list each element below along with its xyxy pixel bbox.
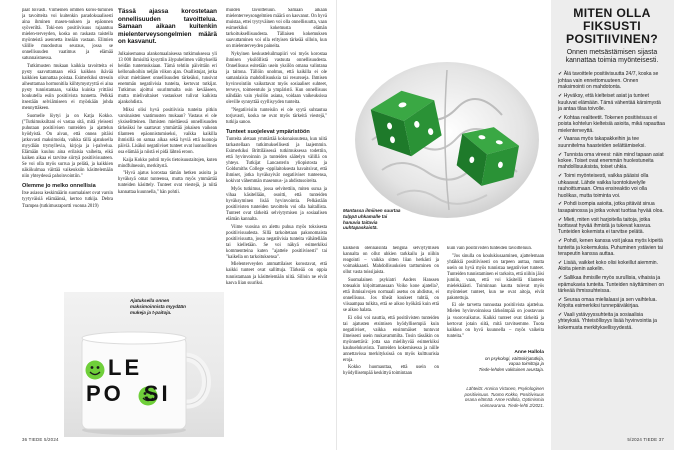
paragraph: kaikkein olennaisinta henginä selviytymisen kannalta on ollut uhkien tarkkailu ja niihin reagointi – vaikka sitten liian herkästi ja voimakkaasti. Mahdollisuuksien tarttuminen on ollut vasta toissijaista. <box>343 246 439 276</box>
list-item: ✓ Seuraa omaa mielialaasi ja sen vaihtelua. Kirjoita esimerkiksi tunnepäiväkirjaa. <box>558 296 657 310</box>
tips-list <box>558 71 666 331</box>
list-item: ✓ Hyväksy, että kielteiset asiat ja tunteet kuuluvat elämään. Tämä vähentää kärsimystä ja antaa tilaa toivolle. <box>558 93 661 112</box>
sidebar-title: MITEN OLLA FIKSUSTI POSITIIVINEN? <box>566 6 658 46</box>
author-bio-line: on psykologi, väitöskirjatutkija, <box>484 355 544 361</box>
check-icon: ✓ <box>558 136 563 143</box>
sources-line: voimavarana. Tiede-lehti 2/2021. <box>480 402 544 408</box>
tips-sidebar <box>551 0 674 450</box>
author-bio-line: Tiede-lehden vakituinen avustaja. <box>478 366 544 372</box>
check-icon: ✓ <box>558 173 563 180</box>
right-page <box>337 0 551 450</box>
check-icon: ✓ <box>558 114 563 121</box>
list-item: ✓ Sallikaa ihmisille myös surullisia, vihaisia ja epämukavia tunteita. Tunteiden näyttäminen on tärkeää ihmissuhteissa. <box>558 275 665 294</box>
author-bio-line: vapaa toimittaja ja <box>508 361 544 367</box>
list-item: ✓ Mieti, miten voit harjoitella taitoja, jotka tuottavat hyvää ihmistä ja tukevat kasvua. Tunteiden kokemista ei tarvitse pelätä. <box>558 216 652 236</box>
paragraph: Suomalainen psykiatri Anders Hanssen toteaakin kirjoittamassaan Voiko kone ajatella?, että ihmisaivojen normaali asetus on ahdistus, ei onnellisuus. Jos tiheät koukeet tuhtiä, on viisaampaa tulkita, että se aikoo hyökätä kuin että se aikoo halata. <box>343 277 439 313</box>
section-heading: Olemme jo melko onnellisia <box>22 183 96 190</box>
mug-photo <box>64 292 224 437</box>
paragraph: Julkaisemansa alankomaalaisessa tutkimuksessa yli 13 000 ihmisiltä kysyttiin älypuhelimen välityksellä heidän tuntemuksiaan. Tämä tehtiin päivittäin eri kellonaikoihin neljän viikon ajan. Osallistujat, jotka olivat mieltäneet onnellisuuden tärkeäksi, tunsivat enemmän negatiivisia tunteita, kertovat tutkijat. Tutkimus ajoittui suurimmalta osin kevääseen, mutta mielivaltaiset vastaukset tulivat kaikista ajankohdista. <box>118 51 217 106</box>
photo-caption: Ajatuksella onnen maksimoinnista myydään mukeja ja t-paitoja. <box>130 298 186 315</box>
paragraph: Kaija Kokko pohtii myös tietoisuustaitojen, kuten mindfulnessin, merkitystä. <box>118 157 217 169</box>
list-item: ✓ Vaali ystävyyssuhteita ja sosiaalisia yhteyksiä. Yhteisöllisyys lisää hyvinvointia ja kokemusta merkityksellisyydestä. <box>558 311 657 331</box>
check-icon: ✓ <box>558 93 563 100</box>
check-icon: ✓ <box>558 296 563 303</box>
paragraph: kuin vain positiivisten tunteiden tavoitteluun. <box>447 246 533 251</box>
section-heading: Tunteet suojelevat ympäristöön <box>226 128 310 135</box>
author-credit <box>447 350 544 372</box>
sources <box>447 386 544 408</box>
list-item: ✓ Pohdi, kenen kanssa voit jakaa myös kipeitä tunteita ja kokemuksia. Puhuminen ystävien tai terapeutin kanssa auttaa. <box>558 238 663 258</box>
mug-text-line2: PO SI <box>86 381 171 406</box>
check-icon: ✓ <box>558 216 563 223</box>
list-item: ✓ Älä tavoittele positiivisuutta 24/7, koska se johtaa vain ennettomuuteen. Onnen maksimointi on mahdotonta. <box>558 71 659 91</box>
check-icon: ✓ <box>558 311 563 318</box>
paragraph: Tutkimusten mukaan kaikkia tavoitteita ei pysty saavuttamaan eikä kaikkea ikävää kaikkien kannattaa poistaa. Esimerkiksi stressin aiheuttamaa hormonitila kiihtymystyyttä ei aina pysty tunnistamaan, vaikka kuinka yrittäisi houkutella esiin positiivista tunnetta. Pelkkä itsestään selviämiseen ei myöskään johda mennyttäkeen. <box>22 63 113 112</box>
list-item: ✓ Pohdi isompia asioita, jotka pitävät sinua tasapainossa ja jotka voivat tuottaa hyvää oloa. <box>558 201 664 214</box>
right-column-2 <box>447 246 544 338</box>
list-item: ✓ Toimi myönteisesti, vaikka pääsisi olla uhkaavat. Lähde vaikka luontokävelylle rauhoittumaan. Oma ensireaktio voi olla huolikas, mutta toiminta voi. <box>558 173 649 199</box>
paragraph: Ei olisi voi nauttia, että positiivisten tunteiden tai ajatusten etsimisen hyödyllisempiä kuin negatiiviset, vaikka ensimmäiset tuntuvat ilmeisesti usein mukavammilta. Tosin tässäkin on myönnettävä: jotta saa mielihyvää esimerkiksi kauhuelokuvista. Tunteiden kokemisessa ja niille annettavissa merkityksissä on myös kulttuurisia eroja. <box>343 315 439 363</box>
mug-text-line1: LE <box>108 355 143 380</box>
check-icon: ✓ <box>558 238 563 245</box>
check-icon: ✓ <box>558 201 563 208</box>
check-icon: ✓ <box>558 275 563 282</box>
left-column-2 <box>118 8 217 308</box>
list-item: ✓ Lisää, vaikket koko olisi kokeillut aiemmin. Aloita pienin askelin. <box>558 259 658 273</box>
mug-illustration <box>64 292 224 437</box>
list-item: ✓ Tunnista oma vireesi: näin mind tapaan asiat kokee. Toiset ovat enemmän huolestuneita mahdollisuuksista, toiset uhkia. <box>558 151 664 171</box>
paragraph: "Hyvä ajatus korostaa tämän hetken asioita ja hyväksyä omat tunteensa, mutta myös ymmärtää tunteiden käsittely. Tunteet ovat viestejä, ja niitä kannattaa kuunnella," hän pohtii. <box>118 171 217 195</box>
sources-line: positiivisuus. Tuomo Kokko, Positiivisuus <box>464 391 544 397</box>
paragraph: Ei ole tarvetta tunnustaa positiivista ajattelua. Mielen hyvinvoinnissa tärkeämpää on joustavuus ja vuorovaikutus. Kaikki tunteet ovat tärkeitä ja kertovat jotain siitä, mitä tarvitsemme. Tuota kaikkea on hyvä kuunnella – myös vaikeita tunteita." <box>447 303 544 338</box>
paragraph: Nykyinen keskusteluilmapiiri voi myös korostaa ihmisen yksilöllistä vastuuta onnellisuudesta. Onnellisuus esitetään usein yksilön omana valintana ja taitona. Tällöin unohtuu, että kaikilla ei ole samanlaisia mahdollisuuksia tai resursseja. Ihmisen hyvinvointiin vaikuttavat myös sosiaaliset suhteet, terveys, toimeentulo ja ympäristö. Kun onnellisuus nähdään vain yksilön asiana, voidaan vaikeuksissa oleville synnyttää syyllisyyden tunteita. <box>226 51 327 106</box>
paragraph: Miksi olisi hyvä positiivisia tunteita pitkin varsinaisten vaatimusten mukaan? Vastaus ei ole yksiselitteinen. Ihmisten mieltäessä onnellisuuden tärkeäksi he saattavat ymmärtää jokaisen vaikean tilanteen epäonnistumiseksi, vaikka kaikilla ihmisillä on samaa aikaa sekä hyviä että huonoja päiviä. Lisäksi negatiiviset tunteet ovat luonnollinen osa elämää ja niistä ei pidä lähteä eroon. <box>118 107 217 156</box>
list-item: ✓ Kohtaa realiteetit. Tokenen positiivisuus ei poista kohtelun kielteisiä asioita, mikä rapauttaa mielenterveyttä. <box>558 114 665 134</box>
left-column-3 <box>226 8 327 440</box>
paragraph: muiden tavoitteluun. Samaan aikaan mielenterveysongelmien määrä on kasvanut. On hyvä muistaa, ettei tyytyväinen voi olla onnellisuutta, vaan esimerkiksi kokemusta elämän tarkoituksellisuudesta. Tällaisen kokemuksen saavuttaminen voi olla erityisen tärkeää silloin, kun on mielenterveyden paineita. <box>226 8 327 50</box>
brain-dice-illustration <box>337 0 551 240</box>
sources-line: Lähteitä: Annina Virtanen, Psykologinen <box>466 386 544 391</box>
brain-dice-photo <box>337 0 551 240</box>
pull-quote: Tässä ajassa korostetaan onnellisuuden tavoittelua. Samaan aikaan kuitenkin mielenterveysongelmien määrä on kasvanut. <box>118 8 217 46</box>
paragraph: Tunteita aletaan ymmärtää kokonaisuutena, kun niitä tarkastellaan tutkimuksellisesti ja laajemmin. Esimerkiksi Brittiläisessä tutkimuksessa todettiin, että hyvinvoinnin ja tunteiden säätelyn välillä on yhteys. Tutkijat Lancasterin yliopistosta ja Goldsmiths College -oppilaitoksesta havaitsivat, että ihmiset, jotka hyväksyivät negatiiviset tunteensa, kokivat vähemmän masennus- ja ahdistusoireita. <box>226 136 327 185</box>
paragraph: Kokko huomauttaa, että usein on hyödyllisempää keskittyä toimintaan <box>343 365 439 377</box>
paragraph: Mielenterveyden ammattilaiset korostavat, että kaikki tunteet ovat sallittuja. Tärkeää on oppia tunnistamaan ja käsittelemään niitä. Silloin ne eivät kasva liian suuriksi. <box>226 262 327 286</box>
list-item: ✓ Vaaraa myös takapakkeihin ja tee suunnitelma haasteiden selättämiseksi. <box>558 136 646 149</box>
check-icon: ✓ <box>558 71 563 78</box>
paragraph: Viime vuosina on alettu puhua myös toksisesta positiivisuudesta. Sillä tarkoitetaan pakonomaista positiivisuutta, jossa negatiivisia tunteita vähätellään tai kielletään. Se voi näkyä esimerkiksi kommentteina kuten "ajattele positiivisesti" tai "kaikella on tarkoituksensa". <box>226 224 327 260</box>
sidebar-lead: Onnen metsästämisen sijasta kannattaa toimia myönteisesti. <box>565 49 659 65</box>
right-column-1 <box>343 246 439 436</box>
paragraph: paat loivasti. Viimeinen ommen koros-tuminen ja tavoitteita voi kuitenkin paradoksaalisesti aina ihminen masen-nuksen ja epäonnen syöveriltä. Toki-nen positiivisuus rajaantuu mielen-terveyden, koska on raskasta taistella myönteistä asennetta itseään vastaan. Elimien välille muodostuu seuraus, jossa se onnellisuuden vaatimus ja elämää satunnaistuessa. <box>22 8 113 62</box>
page-footer-left: 36 TIEDE 5/2024 <box>22 437 59 442</box>
paragraph: "Negatiivisiin tunteisiin ei ole syytä suhtautua torjuvasti, koska ne ovat myös tärkeitä viestejä," tutkija sanoo. <box>226 107 327 125</box>
paragraph: Itse asiassa keskimäärin suomalaiset ovat varsin tyytyväisiä elämäänsä, kertoo tutkija. Debra Trampea (tutkimusraportti vuonna 2019) <box>22 191 113 209</box>
author-name: Anne Hallola <box>514 350 544 355</box>
paragraph: Myös tutkimus, jossa selvitettiin, miten surua ja vihaa käsitellään, osoitti, että tunteiden hyväksyminen lisää hyvinvointia. Pelkästään positiivisten tunteiden tavoittelu voi olla haitallista. Tunteet ovat tärkeitä selviytymisen ja sosiaalisen elämän kannalta. <box>226 186 327 223</box>
paragraph: "Jos sinulla on koulukiusaaminen, ajattelemaan yhtäkkiä positiivisesti on tarpeen auttaa, mutta usein on hyvä myös tunnistaa negatiiviset tunteet. Tunteiden tunnistaminen ei tarkoita, että niihin jäisi jumiin, vaan, että voi käsitellä tilanteen mielekkäästi. Toiminnan kautta tulevat myös myönteiset tunteet, kun ne ovat aitoja, eivät pakotettuja. <box>447 253 544 301</box>
page-footer-right: 5/2024 TIEDE 37 <box>627 437 664 442</box>
paragraph: Suomelle löytyi ja on Katja Kokko. ("Tutkimuksiltani ei vastaa sitä, mitä yleisesti puhutaan positiivisen tunteiden ja ajattelun hyödyistä. On aivan, että onnea pitäisi jatkuvasti maksimoida, vaikka tällä ajatuksella myydään trymyllevia, kirjoja ja i-palvelua. Elämään kuuluu aina erilaisia vaiheita, eikä kaiken aikaa ei tarvitse siirtyä positiivisuuteen. Se voi olla myös surrua ja pelätä, ja kaikkien näkökulmaa väittää vaikeuksiin käsittelemään niin yhteydessä pahoinvointiin." <box>22 113 113 180</box>
sources-line: osana elämää. Anne Hallola, Optimismia <box>464 397 544 403</box>
check-icon: ✓ <box>558 259 563 266</box>
photo-caption: Mantassa ilmiinen suurtaa tulppä uhkamalle tai hanuvia taitavia uuhtapaskaistä. <box>343 208 401 231</box>
check-icon: ✓ <box>558 151 563 158</box>
